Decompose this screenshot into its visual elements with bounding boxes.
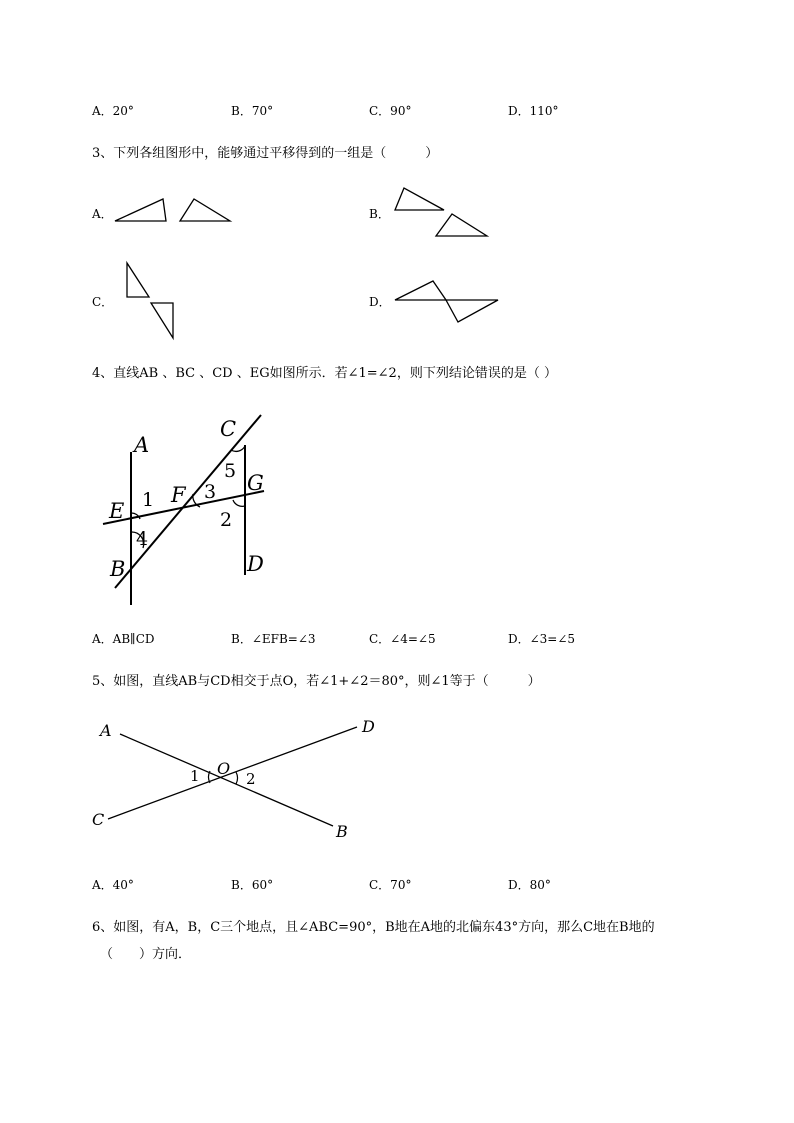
q5-label-b: B [336, 822, 348, 841]
q4-label-d: D [247, 552, 264, 576]
q5-option-a: A．40° [92, 878, 134, 892]
q6-stem-line-1: 6、如图，有A，B，C三个地点，且∠ABC=90°，B地在A地的北偏东43°方向，那么C地在B地的 [92, 920, 655, 935]
q4-label-a: A [134, 433, 150, 457]
q4-angle-5: 5 [224, 460, 237, 482]
q2-option-d: D．110° [508, 104, 559, 118]
q4-option-c: C．∠4=∠5 [369, 632, 436, 646]
q2-option-b: B．70° [231, 104, 274, 118]
q5-option-d: D．80° [508, 878, 551, 892]
q2-option-a: A．20° [92, 104, 134, 118]
q4-label-f: F [171, 483, 186, 507]
q5-label-o: O [217, 759, 231, 778]
q4-label-e: E [109, 499, 125, 523]
q4-option-d: D．∠3=∠5 [508, 632, 576, 646]
q5-stem: 5、如图，直线AB与CD相交于点O，若∠1+∠2＝80°，则∠1等于（ ） [92, 674, 541, 689]
q4-option-b: B．∠EFB=∠3 [231, 632, 316, 646]
q2-option-c: C．90° [369, 104, 412, 118]
q6-stem-line-2: （ ）方向． [100, 947, 192, 962]
q4-label-c: C [220, 417, 237, 441]
q4-label-b: B [110, 557, 126, 581]
q5-option-b: B．60° [231, 878, 274, 892]
q3-label-d: D． [369, 295, 391, 309]
q4-label-g: G [247, 471, 264, 495]
q5-angle-2: 2 [246, 770, 256, 788]
q5-label-d: D [362, 717, 375, 736]
q4-option-a: A．AB∥CD [92, 632, 155, 646]
q5-label-c: C [92, 810, 105, 829]
q3-label-a: A． [92, 207, 113, 221]
q5-label-a: A [100, 721, 112, 740]
q3-label-b: B． [369, 207, 390, 221]
q4-angle-1: 1 [142, 489, 155, 511]
q4-stem: 4、直线AB 、BC 、CD 、EG如图所示．若∠1=∠2，则下列结论错误的是（ ） [92, 366, 557, 381]
q5-option-c: C．70° [369, 878, 412, 892]
q5-angle-1: 1 [190, 767, 200, 785]
q3-stem: 3、下列各组图形中，能够通过平移得到的一组是（ ） [92, 146, 439, 161]
q3-label-c: C． [92, 295, 114, 309]
q4-angle-2: 2 [220, 509, 233, 531]
q4-angle-4: 4 [136, 528, 149, 550]
q4-angle-3: 3 [204, 481, 217, 503]
